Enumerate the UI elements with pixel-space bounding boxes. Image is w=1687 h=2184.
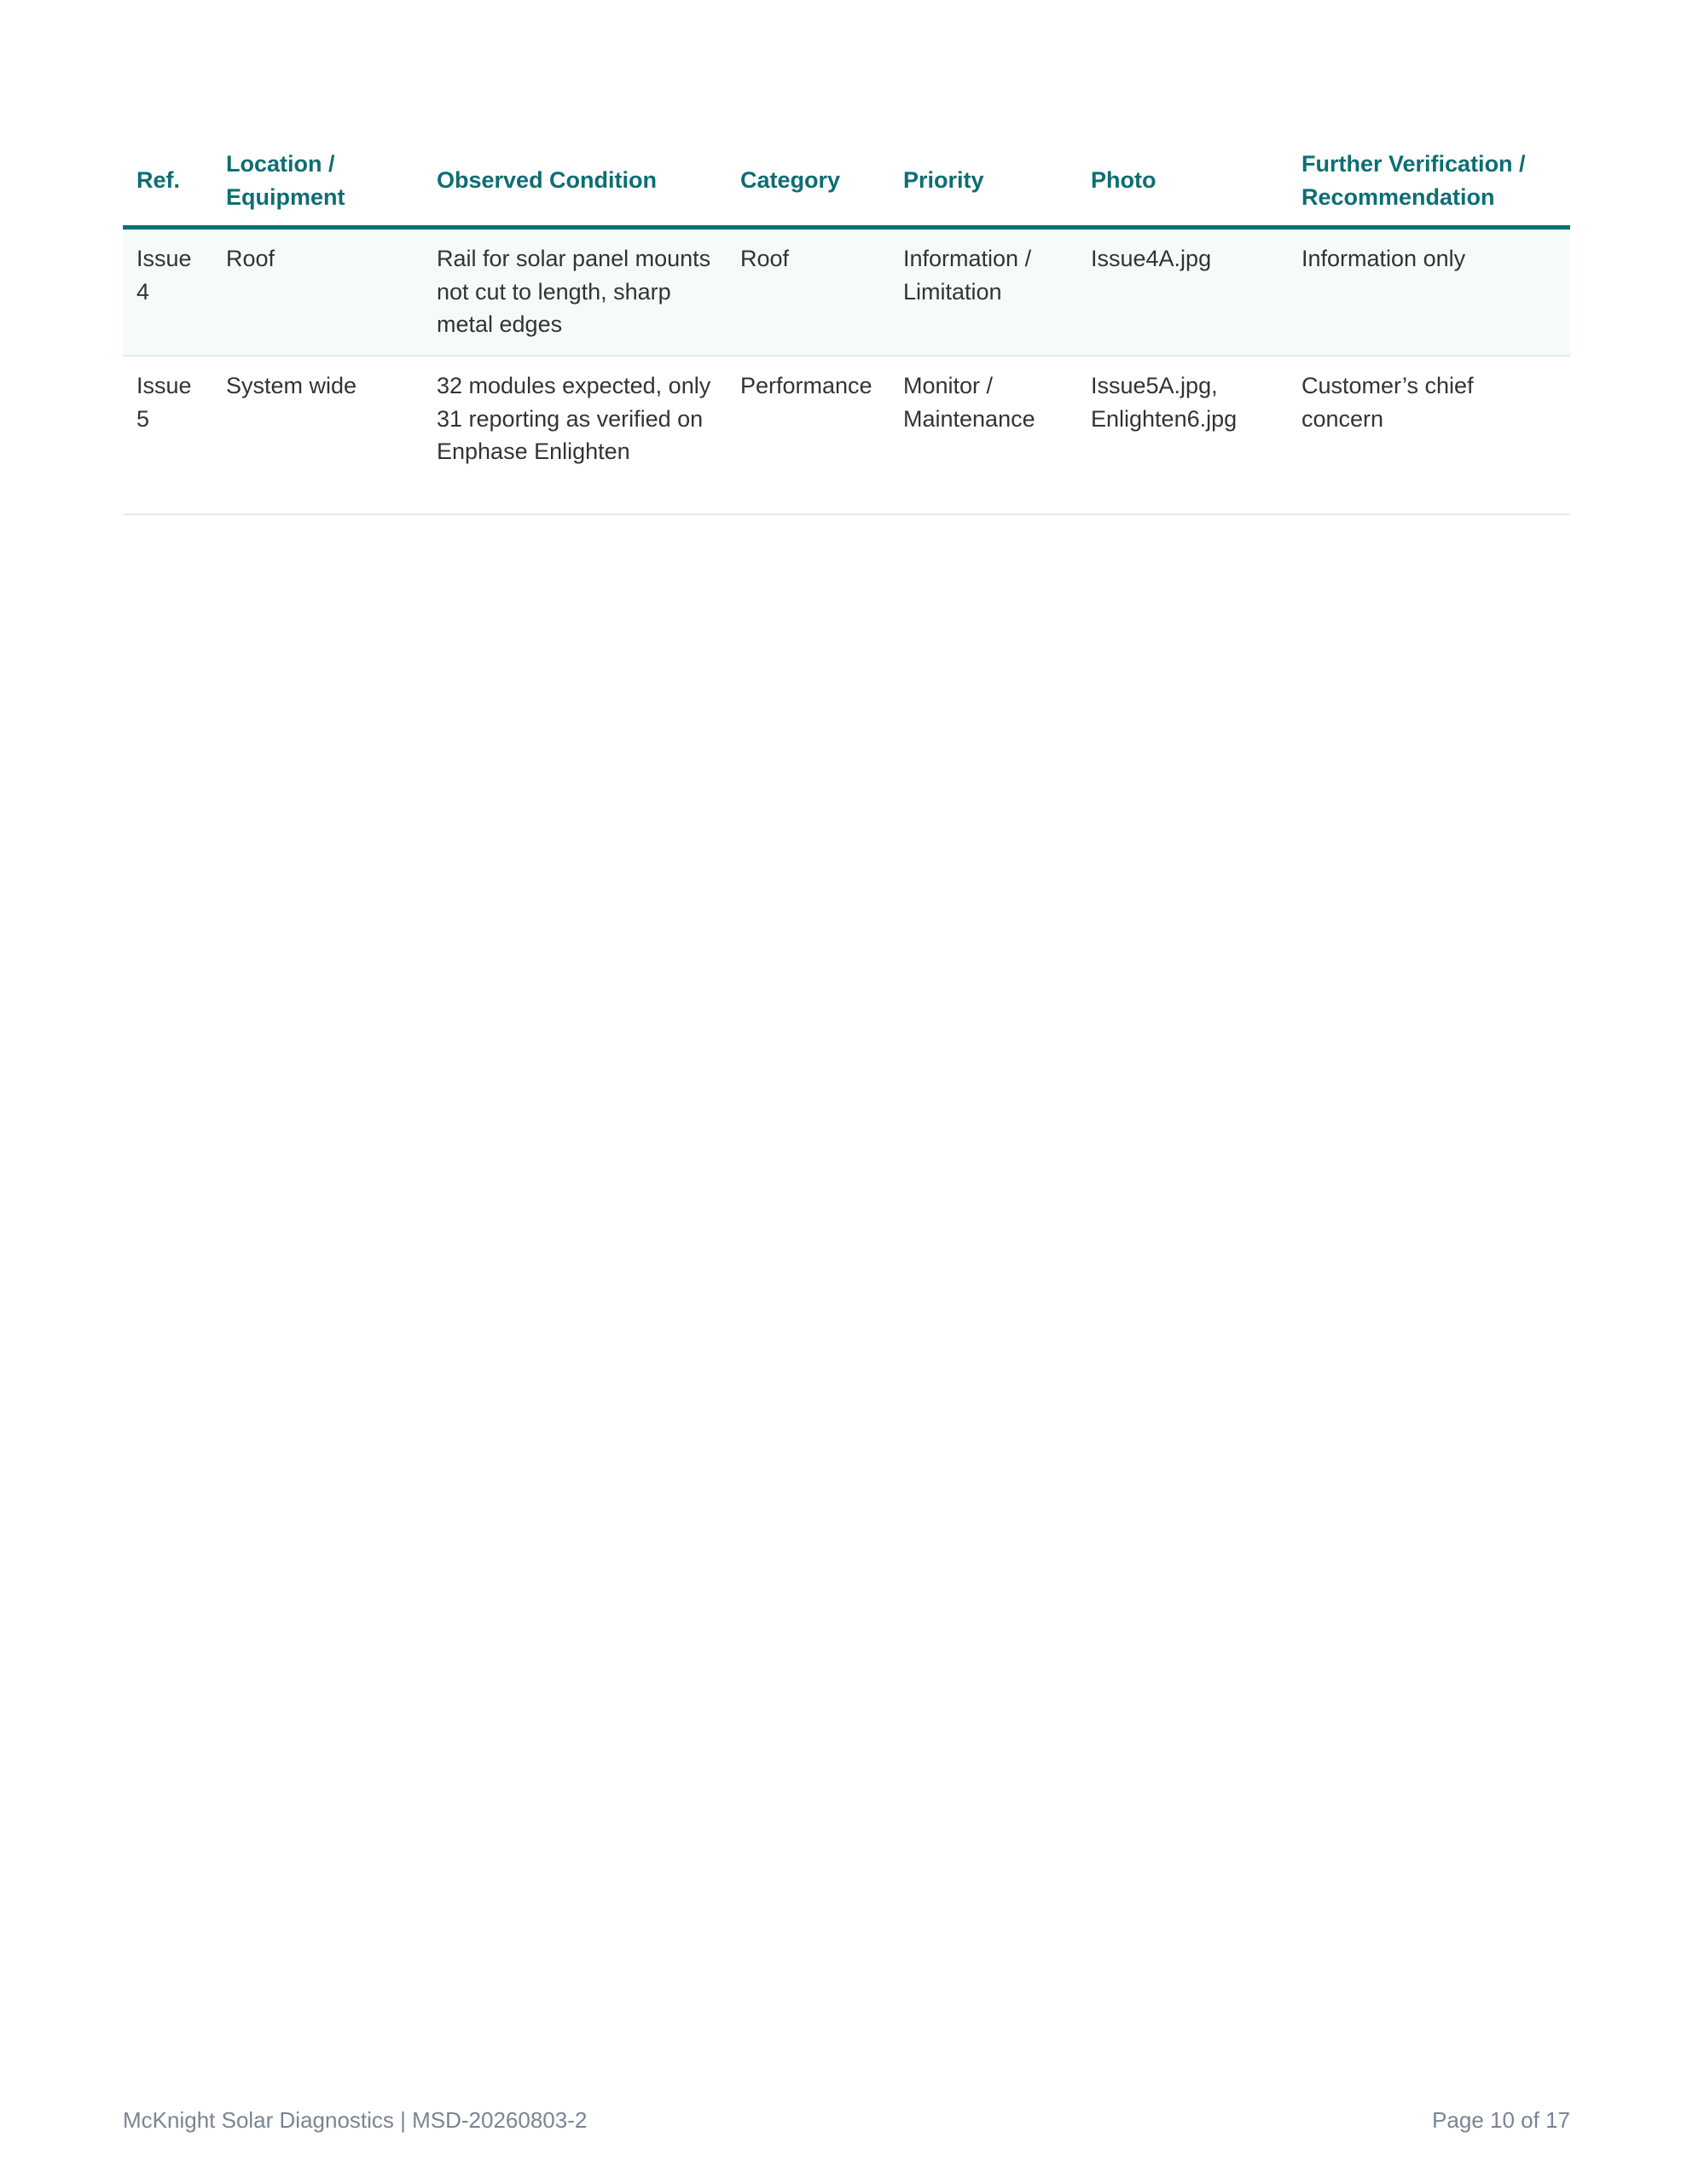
cell-recommendation: Information only (1288, 228, 1570, 357)
cell-photo: Issue4A.jpg (1077, 228, 1288, 357)
cell-category: Performance (727, 356, 890, 514)
cell-category: Roof (727, 228, 890, 357)
table-body (123, 228, 1570, 515)
cell-priority: Information / Limitation (890, 228, 1077, 357)
table-row (123, 356, 1570, 514)
cell-recommendation: Customer’s chief concern (1288, 356, 1570, 514)
cell-priority: Monitor / Maintenance (890, 356, 1077, 514)
header-category: Category (727, 136, 890, 228)
cell-ref: Issue 4 (123, 228, 212, 357)
header-recommendation: Further Verification / Recommendation (1288, 136, 1570, 228)
header-photo: Photo (1077, 136, 1288, 228)
table-row (123, 228, 1570, 357)
header-row (123, 136, 1570, 228)
header-priority: Priority (890, 136, 1077, 228)
cell-observed-condition: 32 modules expected, only 31 reporting as verified on Enphase Enlighten (423, 356, 727, 514)
header-ref: Ref. (123, 136, 212, 228)
footer-company-report-id: McKnight Solar Diagnostics | MSD-20260803-2 (123, 2107, 588, 2133)
cell-ref: Issue 5 (123, 356, 212, 514)
header-location: Location / Equipment (212, 136, 423, 228)
cell-photo: Issue5A.jpg, Enlighten6.jpg (1077, 356, 1288, 514)
footer-page-number: Page 10 of 17 (1432, 2107, 1570, 2133)
issues-table (123, 136, 1570, 515)
table-header (123, 136, 1570, 228)
cell-location: System wide (212, 356, 423, 514)
cell-observed-condition: Rail for solar panel mounts not cut to length, sharp metal edges (423, 228, 727, 357)
cell-location: Roof (212, 228, 423, 357)
header-observed-condition: Observed Condition (423, 136, 727, 228)
